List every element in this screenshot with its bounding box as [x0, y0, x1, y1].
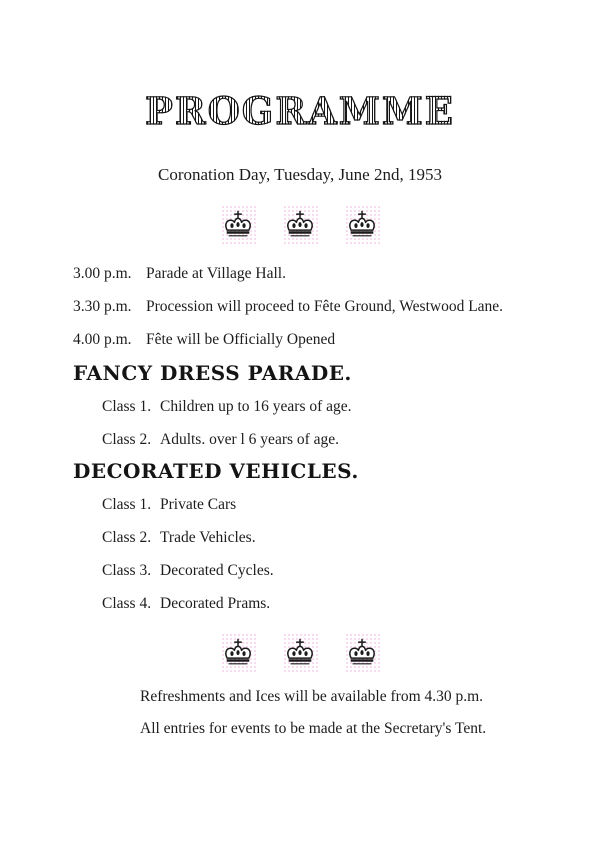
class-label: Class 3.	[102, 562, 152, 579]
schedule-list	[0, 264, 600, 349]
class-label: Class 2.	[102, 529, 152, 546]
class-list-decorated-vehicles	[0, 495, 600, 613]
schedule-time: 4.00 p.m.	[73, 331, 132, 348]
schedule-description: Parade at Village Hall.	[146, 265, 286, 282]
class-description: Children up to 16 years of age.	[160, 398, 352, 415]
schedule-time: 3.30 p.m.	[73, 298, 132, 315]
class-description: Decorated Prams.	[160, 595, 271, 612]
page-subtitle: Coronation Day, Tuesday, June 2nd, 1953	[158, 165, 442, 184]
crown-row-bottom	[0, 633, 600, 673]
schedule-time: 3.00 p.m.	[73, 265, 132, 282]
class-description: Trade Vehicles.	[160, 529, 256, 546]
crown-row-top	[0, 205, 600, 245]
schedule-item	[73, 297, 600, 316]
class-item	[102, 495, 600, 514]
section-heading-decorated-vehicles: DECORATED VEHICLES.	[73, 459, 359, 483]
class-label: Class 2.	[102, 431, 152, 448]
class-item	[102, 561, 600, 580]
footer-notes	[140, 687, 600, 738]
crown-icon	[345, 205, 380, 245]
page-title: PROGRAMME	[0, 0, 600, 131]
schedule-description: Procession will proceed to Fête Ground, Westwood Lane.	[146, 298, 504, 315]
class-item	[102, 430, 600, 449]
crown-icon	[221, 633, 256, 673]
crown-icon	[283, 205, 318, 245]
class-label: Class 4.	[102, 595, 152, 612]
class-list-fancy-dress	[0, 397, 600, 449]
class-item	[102, 528, 600, 547]
class-description: Decorated Cycles.	[160, 562, 274, 579]
schedule-item	[73, 264, 600, 283]
crown-icon	[221, 205, 256, 245]
class-item	[102, 397, 600, 416]
schedule-item	[73, 330, 600, 349]
class-item	[102, 594, 600, 613]
class-description: Private Cars	[160, 496, 237, 513]
class-label: Class 1.	[102, 398, 152, 415]
crown-icon	[345, 633, 380, 673]
footer-note-refreshments: Refreshments and Ices will be available from 4.30 p.m.	[140, 688, 484, 705]
footer-note-entries: All entries for events to be made at the Secretary's Tent.	[140, 720, 487, 737]
section-heading-fancy-dress-parade: FANCY DRESS PARADE.	[73, 361, 352, 385]
schedule-description: Fête will be Officially Opened	[146, 331, 336, 348]
class-description: Adults. over l 6 years of age.	[160, 431, 340, 448]
class-label: Class 1.	[102, 496, 152, 513]
crown-icon	[283, 633, 318, 673]
